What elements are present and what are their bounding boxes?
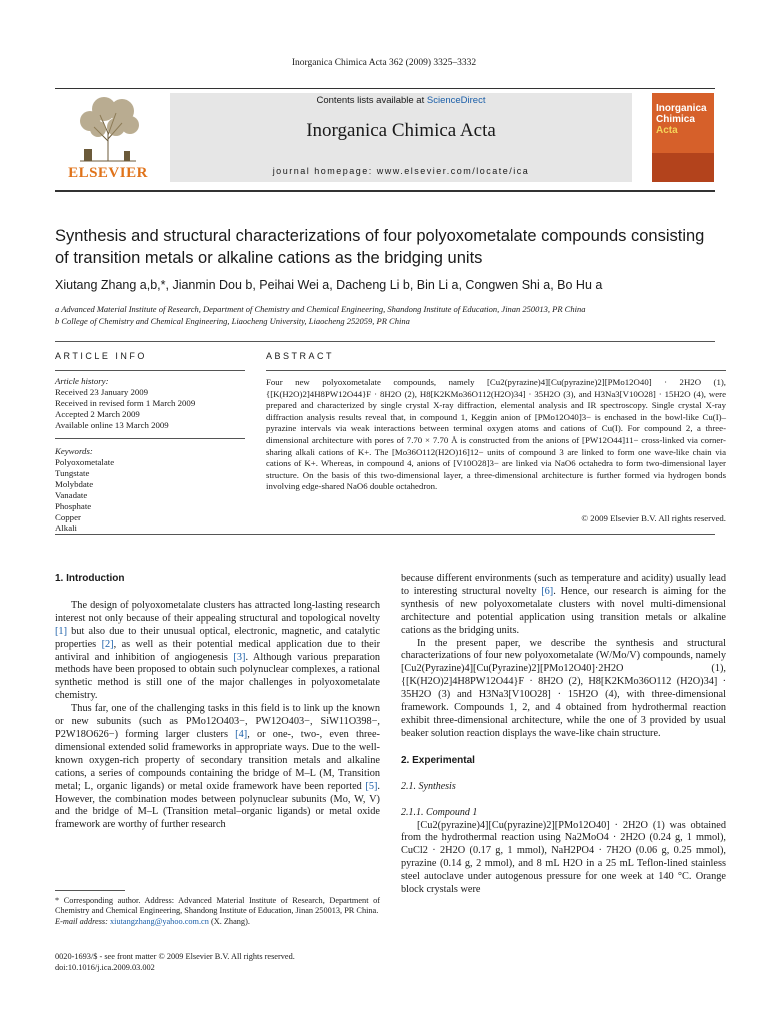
keyword-item: Phosphate (55, 501, 92, 511)
abstract-label: ABSTRACT (266, 351, 335, 361)
abstract-copyright: © 2009 Elsevier B.V. All rights reserved. (581, 513, 726, 523)
keywords-block (55, 446, 245, 534)
keyword-item: Molybdate (55, 479, 94, 489)
compound-1-heading: 2.1.1. Compound 1 (401, 806, 478, 818)
corresponding-author-footnote (55, 896, 380, 927)
right-paragraph-1: because different environments (such as temperature and acidity) usually lead to interesting structural novelty [6]. Hence, our research is aiming for the synthesis of new polyoxometalate clusters with novel multi-dimensional architecture and potential application using transition metals or alkaline cations as the bridging units. (401, 573, 726, 636)
cover-title-line-3: Acta (656, 125, 678, 136)
keywords-label: Keywords: (55, 446, 93, 456)
sciencedirect-link[interactable]: ScienceDirect (426, 95, 486, 106)
keyword-item: Vanadate (55, 490, 88, 500)
cover-title (656, 103, 712, 136)
contents-line (170, 95, 632, 106)
history-online: Available online 13 March 2009 (55, 420, 169, 430)
right-column (401, 573, 726, 897)
ref-2-link[interactable]: [2] (101, 638, 114, 650)
article-title: Synthesis and structural characterizations of four polyoxometalate compounds consisting of transition metals or alkaline cations as the bridging units (55, 227, 705, 267)
article-info-rule (55, 370, 245, 371)
affiliation-a: a Advanced Material Institute of Research, Department of Chemistry and Chemical Engineering, Shandong Institute of Education, Jinan 250013, PR China (55, 304, 586, 314)
issn-line: 0020-1693/$ - see front matter © 2009 Elsevier B.V. All rights reserved. (55, 952, 295, 961)
experimental-heading: 2. Experimental (401, 754, 475, 766)
ref-6-link[interactable]: [6] (541, 585, 554, 597)
front-matter-meta (55, 952, 380, 973)
intro-paragraph-1: The design of polyoxometalate clusters has attracted long-lasting research interest not only because of their appealing structural and topological novelty [1] but also due to their unusual optical, electronic, magnetic, and catalytic properties [2], as well as their potential medical application due to their antiviral and inhibition of angiogenesis [3]. Although various preparation methods have been proposed to obtain such polynuclear complexes, a rational synthetic method is still one of the major challenges in polyoxometalate chemistry. (55, 599, 380, 702)
body-divider (55, 534, 715, 535)
cover-stripe (652, 153, 714, 182)
tree-icon (70, 93, 146, 163)
right-paragraph-2: In the present paper, we describe the synthesis and structural characterizations of four new polyoxometalate (W/Mo/V) compounds, namely [Cu2(Pyrazine)4][Cu(Pyrazine)2][PMo12O40]·2H2O (1), {[K(H2O)2]4H8PW12O44}F · 8H2O (2), H8[K2KMo36O112 (H2O)34] · 35H2O (3) and H3Na3[V10O28] · 15H2O (4), with three-dimensional framework. Compounds 1, 2, and 4 obtained from hydrothermal reaction exhibit three-dimensional architecture, while the one of 3 provided by usual beaker solution reaction displays the wave-like chain structure. (401, 637, 726, 739)
abstract-rule (266, 370, 726, 371)
history-label: Article history: (55, 376, 109, 386)
ref-4-link[interactable]: [4] (235, 728, 248, 740)
journal-cover-thumbnail (652, 93, 714, 182)
header-bottom-rule (55, 190, 715, 192)
article-history (55, 376, 245, 431)
journal-name: Inorganica Chimica Acta (306, 120, 496, 141)
history-accepted: Accepted 2 March 2009 (55, 409, 140, 419)
footnote-address: * Corresponding author. Address: Advanced Material Institute of Research, Department of Chemistry and Chemical Engineering, Shandong Institute of Education, Jinan 250013, PR China. (55, 896, 380, 916)
keyword-item: Copper (55, 512, 81, 522)
synthesis-heading: 2.1. Synthesis (401, 780, 456, 792)
article-info-label: ARTICLE INFO (55, 351, 147, 361)
ref-1-link[interactable]: [1] (55, 625, 68, 637)
footnote-email-line (55, 917, 380, 927)
keyword-item: Alkali (55, 523, 77, 533)
cover-title-line-1: Inorganica (656, 103, 707, 114)
compound-1-text: [Cu2(pyrazine)4][Cu(pyrazine)2][PMo12O40] · 2H2O (1) was obtained from the hydrothermal reaction using Na2MoO4 · 2H2O (0.24 g, 1 mmol), CuCl2 · 2H2O (0.17 g, 1 mmol), NaH2PO4 · 7H2O (0.06 g, 0.25 mmol), pyrazine (0.14 g, 2 mmol), and 8 mL H2O in a 25 mL Teflon-lined stainless steel autoclave under autogenous pressure for one week at 140 °C. Orange block crystals were (401, 819, 726, 896)
section-divider (55, 341, 715, 342)
doi-line[interactable]: doi:10.1016/j.ica.2009.03.002 (55, 962, 155, 972)
intro-heading: 1. Introduction (55, 573, 125, 584)
contents-prefix: Contents lists available at (316, 95, 427, 106)
abstract-text: Four new polyoxometalate compounds, namely [Cu2(pyrazine)4][Cu(pyrazine)2][PMo12O40] · 2H2O (1), {[K(H2O)2]4H8PW12O44}F · 8H2O (2), H8[K2KMo36O112(H2O)34] · 35H2O (3), and H3Na3[V10O28] · 15H2O (4), were prepared and characterized by single crystal X-ray diffraction, elemental analysis and IR spectroscopy. Single crystal X-ray diffraction analysis results reveal that, in compound 1, Keggin anion of [PMo12O40]3− is enchased in the bowl-like Cu(I)–pyrazine intervals via weak interactions between terminal oxygen atoms and cations of Cu(I). For compound 2, a three-dimensional architecture with pores of 7.70 × 7.70 Å is constructed from the anions of [PW12O44]11− cross-linked via corner-sharing alkali cations of K+. The [Mo36O112(H2O)16]12− units of compound 3 are linked to form one wave-like chain via cations of K+. Whereas, in compound 4, anions of [V10O28]3− are linked via NaO6 octahedra to form two-dimensional layer structure. On the basis of this two-dimensional layer, a three-dimensional architecture is further formed via hydrogen bonds involving edge-shared NaO6 double octahedron. (266, 377, 726, 492)
email-label: E-mail address: (55, 916, 110, 926)
email-suffix: (X. Zhang). (208, 916, 250, 926)
intro-paragraph-2: Thus far, one of the challenging tasks in this field is to link up the known or new subunits (such as PMo12O403−, PW12O403−, SiW11O398−, P2W18O626−) forming larger clusters [4], or one-, two-, even three-dimensional extended solid frameworks in appropriate ways. Due to the well-known oxygen-rich property of secondary transition metals and alkaline cations, a series of compounds containing the bridge of M–L (M, Transition metal; L, organic ligands) or metal oxide framework have been reported [5]. However, the combination modes between polynuclear subunits (Mo, W, V) and the bridge of M–L (Transition metal–organic ligands) or metal oxide framework are worthy of further research (55, 703, 380, 831)
ref-3-link[interactable]: [3] (233, 651, 246, 663)
affiliation-b: b College of Chemistry and Chemical Engineering, Liaocheng University, Liaocheng 252059, PR China (55, 316, 410, 326)
author-email-link[interactable]: xiutangzhang@yahoo.com.cn (110, 916, 209, 926)
keywords-rule (55, 438, 245, 439)
publisher-wordmark: ELSEVIER (68, 165, 148, 181)
keyword-item: Polyoxometalate (55, 457, 115, 467)
author-list: Xiutang Zhang a,b,*, Jianmin Dou b, Peihai Wei a, Dacheng Li b, Bin Li a, Congwen Shi a, Bo Hu a (55, 278, 603, 292)
keyword-item: Tungstate (55, 468, 90, 478)
history-revised: Received in revised form 1 March 2009 (55, 398, 196, 408)
header-top-rule (55, 88, 715, 89)
ref-5-link[interactable]: [5] (365, 780, 378, 792)
footnote-rule (55, 890, 125, 891)
journal-homepage-link[interactable]: journal homepage: www.elsevier.com/locate/ica (272, 166, 530, 176)
journal-citation: Inorganica Chimica Acta 362 (2009) 3325–3332 (291, 58, 477, 68)
history-received: Received 23 January 2009 (55, 387, 149, 397)
cover-title-line-2: Chimica (656, 114, 695, 125)
left-column (55, 573, 380, 832)
